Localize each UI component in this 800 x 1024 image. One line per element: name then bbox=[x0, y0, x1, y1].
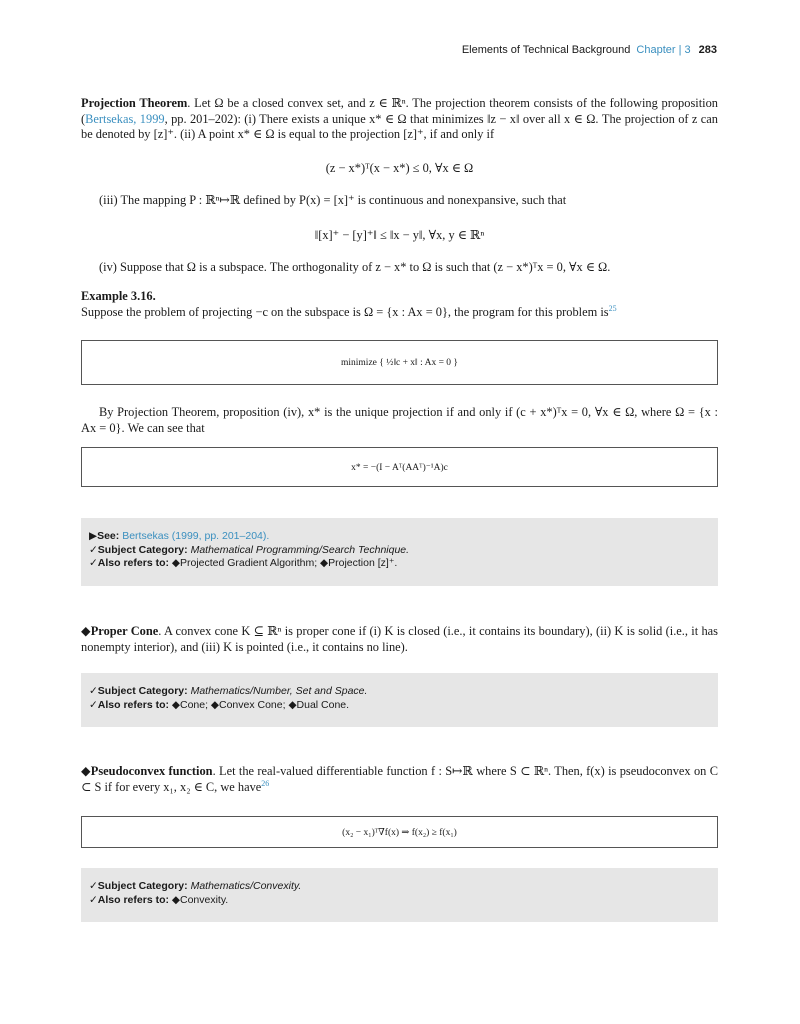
subject-category-label: ✓Subject Category: bbox=[89, 880, 188, 892]
citation-link[interactable]: Bertsekas, 1999 bbox=[85, 111, 165, 126]
also-refers-line bbox=[89, 699, 710, 713]
see-label: ▶See: bbox=[89, 530, 120, 542]
footnote-ref-25[interactable]: 25 bbox=[608, 304, 617, 313]
example-text bbox=[81, 305, 718, 321]
example-paragraph-2: By Projection Theorem, proposition (iv), x* is the unique projection if and only if (c + x*)ᵀx = 0, ∀x ∈ Ω, where Ω = {x : Ax = 0}. We can see that bbox=[81, 405, 718, 435]
also-refers-value[interactable]: ◆Convexity. bbox=[171, 893, 229, 906]
equation-box-solution bbox=[81, 447, 718, 487]
projection-theorem-intro-a: . Let Ω be a closed convex set, and z ∈ ℝⁿ. The projection theorem consists of the following proposition ( bbox=[81, 96, 718, 126]
also-refers-value[interactable]: ◆Projected Gradient Algorithm; ◆Projection [z]⁺. bbox=[171, 557, 398, 569]
proper-cone-term: ◆Proper Cone bbox=[81, 624, 159, 638]
pseudoconvex-text: . Let the real-valued differentiable function f : S↦ℝ where S ⊂ ℝⁿ. Then, f(x) is pseudoconvex on C ⊂ S if for every x₁, x₂ ∈ C, we have bbox=[81, 764, 718, 794]
subject-category-value: Mathematics/Number, Set and Space. bbox=[190, 685, 368, 697]
minimize-expression: minimize { ½‖c + x‖ : Ax = 0 } bbox=[341, 357, 458, 368]
solution-expression: x* = −(I − Aᵀ(AAᵀ)⁻¹A)c bbox=[351, 462, 448, 473]
subject-category-label: ✓Subject Category: bbox=[89, 543, 188, 556]
also-refers-label: ✓Also refers to: bbox=[89, 698, 169, 711]
running-header bbox=[462, 44, 717, 56]
subject-category-value: Mathematics/Convexity. bbox=[190, 880, 302, 892]
also-refers-label: ✓Also refers to: bbox=[89, 557, 169, 569]
see-line bbox=[89, 530, 710, 544]
example-text-body: Suppose the problem of projecting −c on the subspace is Ω = {x : Ax = 0}, the program for this problem is bbox=[81, 305, 609, 319]
proper-cone-text: . A convex cone K ⊆ ℝⁿ is proper cone if (i) K is closed (i.e., it contains its boundary), (ii) K is solid (i.e., it has nonempty interior), and (iii) K is pointed (i.e., it contains no line). bbox=[81, 624, 718, 654]
running-header-title: Elements of Technical Background bbox=[461, 44, 631, 56]
pseudoconvex-paragraph bbox=[81, 764, 718, 795]
also-refers-label: ✓Also refers to: bbox=[89, 893, 169, 906]
projection-theorem-intro-b: , pp. 201–202): (i) There exists a unique x* ∈ Ω that minimizes ‖z − x‖ over all x ∈ Ω. The projection of z can be denoted by [z]⁺. (ii) A point x* ∈ Ω is equal to the projection [z]⁺, if and only if bbox=[81, 111, 718, 141]
footnote-ref-26[interactable]: 26 bbox=[261, 778, 270, 788]
see-also-box-3 bbox=[81, 868, 718, 922]
example-heading: Example 3.16. bbox=[81, 289, 156, 303]
projection-theorem-term: Projection Theorem bbox=[81, 96, 188, 110]
item-iv-text: (iv) Suppose that Ω is a subspace. The orthogonality of z − x* to Ω is such that (z − x*)ᵀx = 0, ∀x ∈ Ω. bbox=[99, 260, 611, 274]
subject-category-label: ✓Subject Category: bbox=[89, 685, 188, 697]
subject-category-line bbox=[89, 544, 710, 558]
also-refers-line bbox=[89, 557, 710, 571]
proper-cone-paragraph bbox=[81, 624, 718, 655]
subject-category-line bbox=[89, 685, 710, 699]
equation-box-pseudoconvex bbox=[81, 816, 718, 848]
subject-category-line bbox=[89, 880, 710, 894]
also-refers-line bbox=[89, 894, 710, 908]
pseudoconvex-expression: (x₂ − x₁)ᵀ∇f(x) ⇒ f(x₂) ≥ f(x₁) bbox=[342, 827, 457, 838]
also-refers-value[interactable]: ◆Cone; ◆Convex Cone; ◆Dual Cone. bbox=[171, 698, 350, 711]
see-also-box-1 bbox=[81, 518, 718, 586]
equation-nonexpansive: ‖[x]⁺ − [y]⁺‖ ≤ ‖x − y‖, ∀x, y ∈ ℝⁿ bbox=[314, 228, 485, 242]
pseudoconvex-term: ◆Pseudoconvex function bbox=[81, 764, 213, 778]
item-iii-text: (iii) The mapping P : ℝⁿ↦ℝ defined by P(x) = [x]⁺ is continuous and nonexpansive, such that bbox=[99, 193, 567, 207]
page-number: 283 bbox=[698, 44, 717, 56]
subject-category-value: Mathematical Programming/Search Technique. bbox=[190, 543, 410, 556]
projection-theorem-paragraph bbox=[81, 96, 718, 143]
see-reference-link[interactable]: Bertsekas (1999, pp. 201–204). bbox=[122, 530, 270, 542]
running-header-chapter: Chapter | 3 bbox=[636, 44, 691, 56]
see-also-box-2 bbox=[81, 673, 718, 727]
equation-optimality: (z − x*)ᵀ(x − x*) ≤ 0, ∀x ∈ Ω bbox=[325, 161, 474, 175]
equation-box-minimize bbox=[81, 340, 718, 385]
